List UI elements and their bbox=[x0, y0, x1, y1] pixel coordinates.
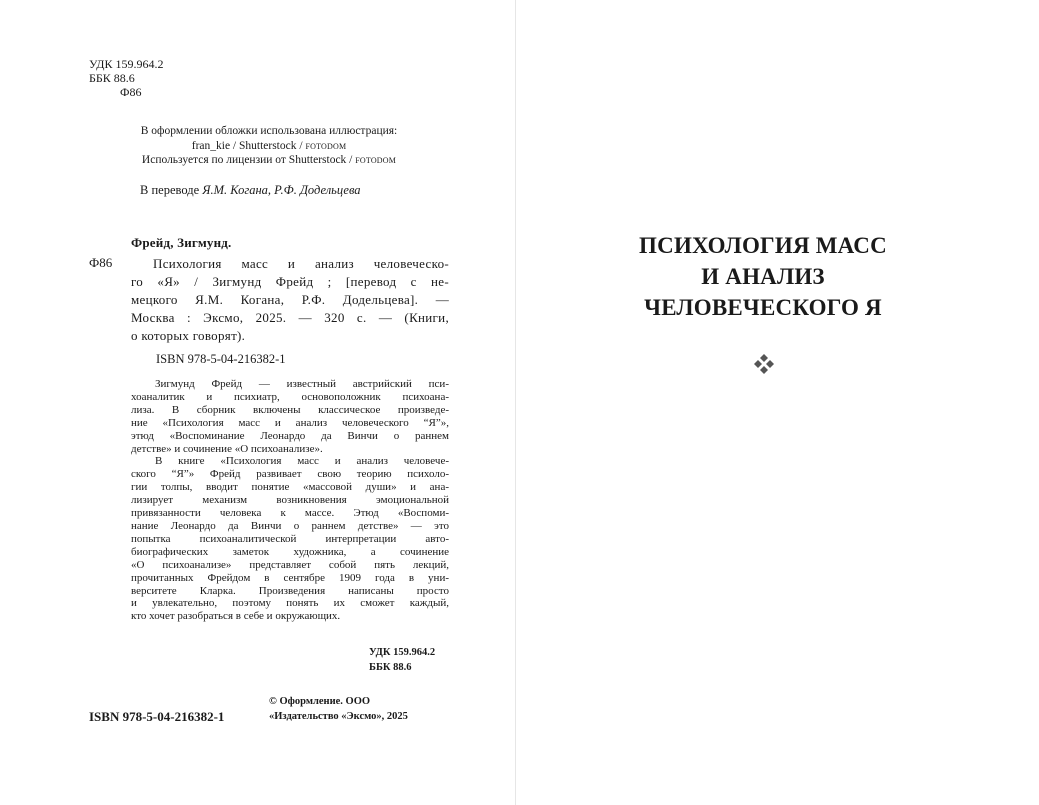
annotation-line: и увлекательно, поэтому понять их сможет каждый, bbox=[131, 597, 449, 610]
bib-line: Москва : Эксмо, 2025. — 320 с. — (Книги, bbox=[131, 310, 449, 325]
right-page bbox=[516, 0, 1039, 805]
copyright-line-1: © Оформление. ООО bbox=[269, 696, 371, 707]
annotation-line: лиза. В сборник включены классическое произведе- bbox=[131, 403, 449, 416]
annotation-line: кто хочет разобраться в себе и окружающих. bbox=[131, 610, 341, 623]
cover-credit-line-2: fran_kie / Shutterstock / fotodom bbox=[191, 139, 347, 152]
title-line: ЧЕЛОВЕЧЕСКОГО Я bbox=[644, 295, 882, 320]
annotation-line: В книге «Психология масс и анализ человече- bbox=[155, 455, 449, 468]
bib-line: го «Я» / Зигмунд Фрейд ; [перевод с не- bbox=[131, 274, 449, 289]
isbn-line: ISBN 978-5-04-216382-1 bbox=[156, 352, 286, 366]
translation-credit bbox=[140, 183, 361, 198]
shelf-code: Ф86 bbox=[89, 255, 113, 270]
bbk-code-bottom: ББК 88.6 bbox=[369, 662, 412, 673]
title-line: И АНАЛИЗ bbox=[701, 264, 825, 289]
annotation-line: верситете Кларка. Произведения написаны просто bbox=[131, 584, 449, 597]
annotation bbox=[131, 378, 449, 623]
copyright-line-2: «Издательство «Эксмо», 2025 bbox=[269, 711, 408, 722]
annotation-line: этюд «Воспоминание Леонардо да Винчи о раннем bbox=[131, 429, 449, 442]
classification-codes-bottom bbox=[369, 645, 435, 675]
annotation-line: нание Леонардо да Винчи о раннем детстве» — это bbox=[131, 519, 449, 532]
bib-line: Психология масс и анализ человеческо- bbox=[153, 256, 449, 271]
annotation-line: «О психоанализе» представляет собой пять лекций, bbox=[131, 558, 449, 571]
ornament-svg bbox=[753, 353, 775, 375]
annotation-line: прочитанных Фрейдом в сентябре 1909 года в уни- bbox=[131, 571, 449, 584]
four-diamond-fleuron-icon bbox=[753, 353, 775, 375]
cover-credit-line-3: Используется по лицензии от Shutterstock / fotodom bbox=[141, 154, 397, 166]
annotation-line: ние «Психология масс и анализ человеческого “Я”», bbox=[131, 416, 449, 429]
bib-line: мецкого Я.М. Когана, Р.Ф. Додельцева]. — bbox=[131, 292, 449, 307]
bbk-code: ББК 88.6 bbox=[89, 71, 135, 85]
classification-codes bbox=[89, 57, 163, 99]
isbn-main: ISBN 978-5-04-216382-1 bbox=[89, 709, 225, 724]
annotation-line: хоаналитик и психиатр, основоположник психоана- bbox=[131, 390, 449, 403]
translators: Я.М. Когана, Р.Ф. Додельцева bbox=[202, 183, 361, 197]
bibliographic-description bbox=[131, 255, 449, 345]
udk-code: УДК 159.964.2 bbox=[89, 57, 164, 71]
left-page bbox=[0, 0, 515, 805]
bib-line: о которых говорят). bbox=[131, 328, 246, 343]
shelf-code-top: Ф86 bbox=[120, 85, 142, 99]
copyright-notice bbox=[269, 694, 408, 724]
cover-credit bbox=[89, 124, 449, 168]
author-heading: Фрейд, Зигмунд. bbox=[131, 235, 232, 250]
annotation-line: детстве» и сочинение «О психоанализе». bbox=[131, 442, 323, 455]
annotation-line: попытка психоаналитической интерпретации авто- bbox=[131, 532, 449, 545]
translation-prefix: В переводе bbox=[140, 183, 203, 197]
annotation-line: гии толпы, вводит понятие «массовой души» и ана- bbox=[131, 481, 449, 494]
annotation-line: лизирует механизм возникновения эмоциональной bbox=[131, 494, 449, 507]
title-line: ПСИХОЛОГИЯ МАСС bbox=[639, 233, 887, 258]
annotation-line: Зигмунд Фрейд — известный австрийский пси- bbox=[155, 378, 449, 390]
annotation-line: ского “Я”» Фрейд развивает свою теорию психоло- bbox=[131, 468, 449, 481]
cover-credit-line-1: В оформлении обложки использована иллюстрация: bbox=[140, 125, 398, 137]
annotation-line: биографических заметок художника, а сочинение bbox=[131, 545, 449, 558]
annotation-line: привязанности человека к массе. Этюд «Воспоми- bbox=[131, 507, 449, 520]
book-title bbox=[516, 230, 1010, 323]
udk-code-bottom: УДК 159.964.2 bbox=[369, 647, 436, 658]
